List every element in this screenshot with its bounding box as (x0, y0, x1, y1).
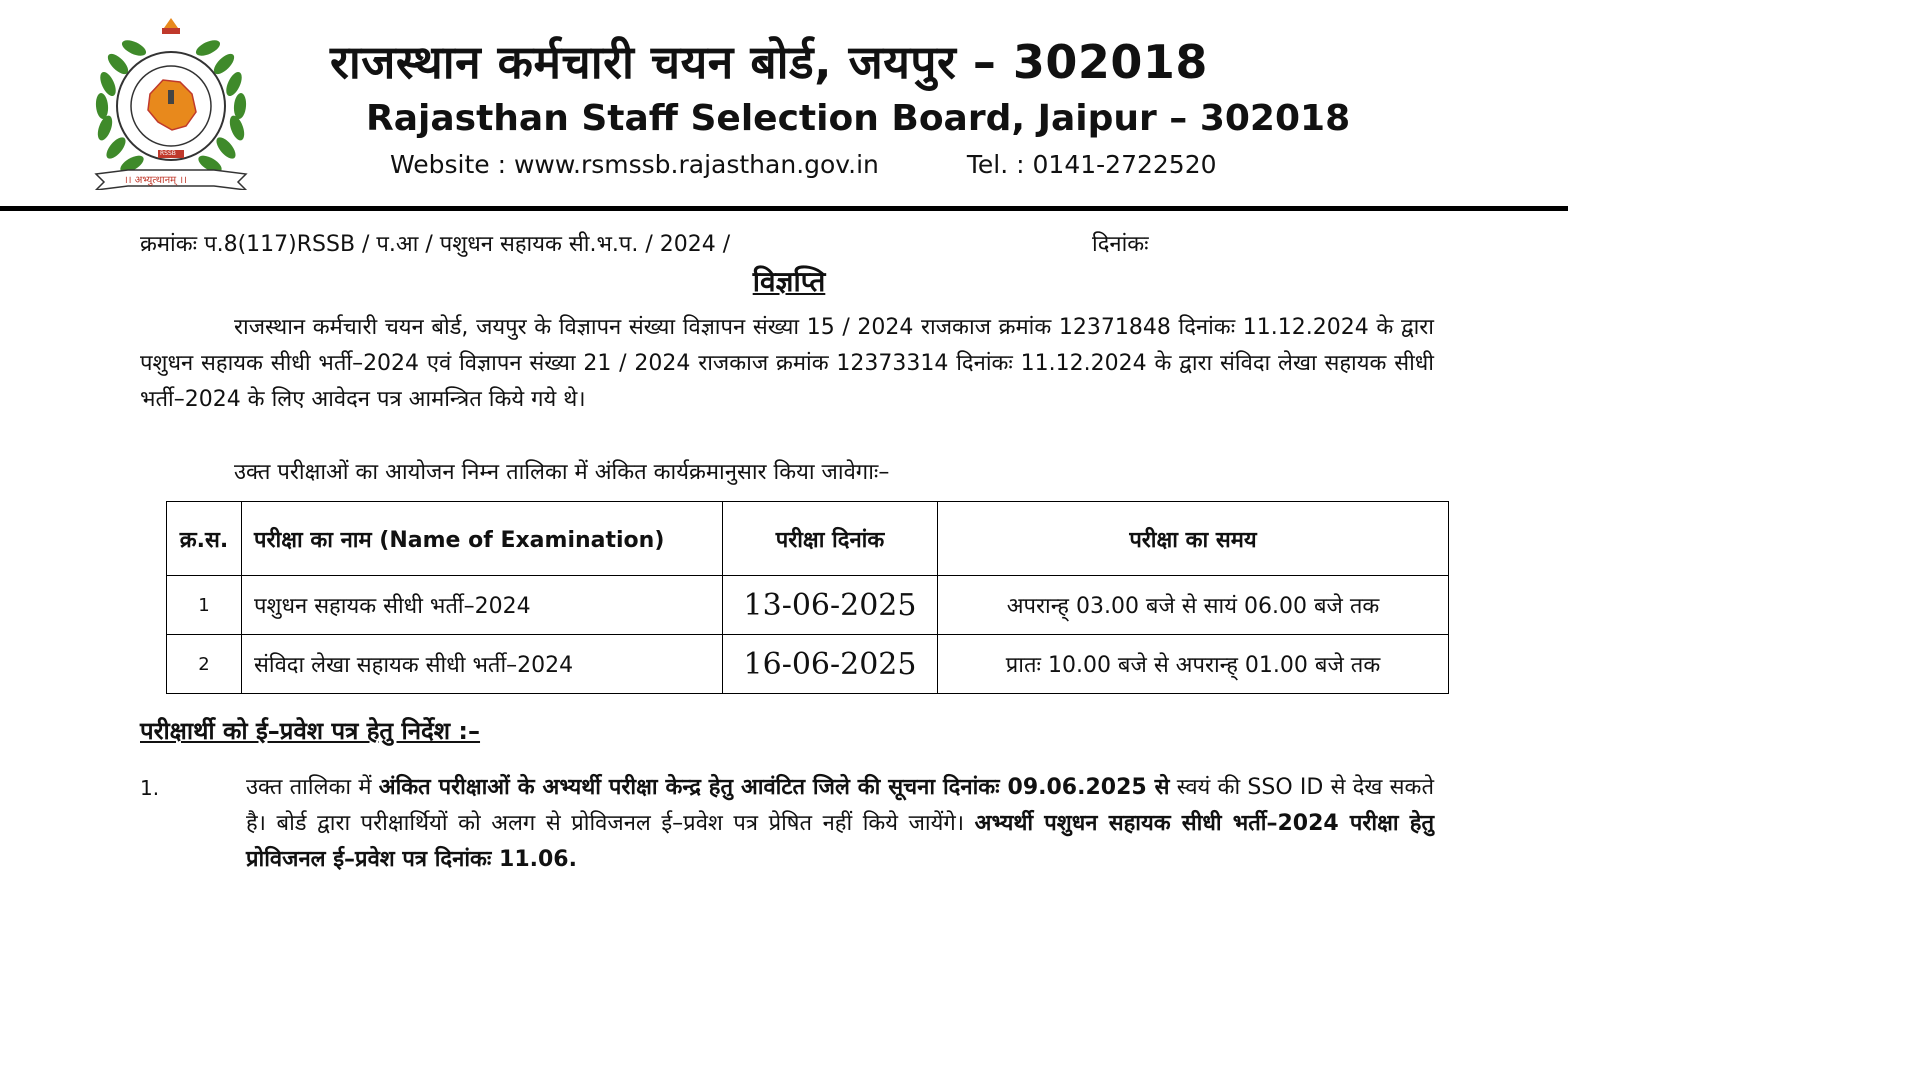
cell-exam-time: अपरान्ह् 03.00 बजे से सायं 06.00 बजे तक (938, 576, 1449, 635)
header-exam-date: परीक्षा दिनांक (723, 502, 938, 576)
instruction-number: 1. (140, 776, 160, 800)
schedule-intro: उक्त परीक्षाओं का आयोजन निम्न तालिका में अंकित कार्यक्रमानुसार किया जावेगाः– (234, 460, 890, 485)
emblem-motto: ।। अभ्युत्थानम् ।। (124, 175, 187, 186)
instruction-bold-text: अंकित परीक्षाओं के अभ्यर्थी परीक्षा केन्द्र हेतु आवंटित जिले की सूचना दिनांकः 09.06.2025 से (378, 775, 1170, 800)
board-title-hindi: राजस्थान कर्मचारी चयन बोर्ड, जयपुर – 302018 (330, 35, 1208, 89)
intro-paragraph: राजस्थान कर्मचारी चयन बोर्ड, जयपुर के विज्ञापन संख्या विज्ञापन संख्या 15 / 2024 राजकाज क्रमांक 12371848 दिनांकः 11.12.2024 के द्वारा पशुधन सहायक सीधी भर्ती–2024 एवं विज्ञापन संख्या 21 / 2024 राजकाज क्रमांक 12373314 दिनांकः 11.12.2024 के द्वारा संविदा लेखा सहायक सीधी भर्ती–2024 के लिए आवेदन पत्र आमन्त्रित किये गये थे। (140, 315, 1434, 412)
letterhead (0, 0, 1568, 206)
telephone-text: Tel. : 0141-2722520 (966, 150, 1217, 179)
cell-serial: 1 (167, 576, 242, 635)
instructions-heading: परीक्षार्थी को ई–प्रवेश पत्र हेतु निर्देश :– (140, 717, 481, 745)
notice-title: विज्ञप्ति (752, 265, 826, 298)
header-exam-time: परीक्षा का समय (938, 502, 1449, 576)
board-title-english: Rajasthan Staff Selection Board, Jaipur – 302018 (366, 98, 1351, 139)
header-divider (0, 206, 1568, 211)
table-row (167, 576, 1449, 635)
table-header-row (167, 502, 1449, 576)
instruction-text: उक्त तालिका में (246, 775, 379, 800)
table-row (167, 635, 1449, 694)
emblem-badge-label: RSSB (160, 150, 176, 157)
rssb-emblem-icon (88, 14, 254, 190)
contact-line (390, 150, 1217, 179)
cell-serial: 2 (167, 635, 242, 694)
header-exam-name: परीक्षा का नाम (Name of Examination) (242, 502, 723, 576)
cell-exam-name: संविदा लेखा सहायक सीधी भर्ती–2024 (242, 635, 723, 694)
instruction-text: स्वयं की SSO ID से देख सकते है। बोर्ड द्वारा परीक्षार्थियों को अलग से प्रोविजनल ई–प्रवेश पत्र प्रेषित नहीं किये जायेंगे। (246, 775, 1434, 836)
cell-exam-name: पशुधन सहायक सीधी भर्ती–2024 (242, 576, 723, 635)
cell-exam-date: 16-06-2025 (723, 635, 938, 694)
reference-number: क्रमांकः प.8(117)RSSB / प.आ / पशुधन सहायक सी.भ.प. / 2024 / (140, 232, 731, 257)
exam-schedule-table (166, 501, 1449, 694)
header-serial: क्र.स. (167, 502, 242, 576)
website-text: Website : www.rsmssb.rajasthan.gov.in (390, 150, 879, 179)
instruction-item (246, 770, 1434, 878)
cell-exam-time: प्रातः 10.00 बजे से अपरान्ह् 01.00 बजे तक (938, 635, 1449, 694)
cell-exam-date: 13-06-2025 (723, 576, 938, 635)
date-label: दिनांकः (1092, 232, 1149, 257)
instruction-bold-text: अभ्यर्थी पशुधन सहायक सीधी भर्ती–2024 परीक्षा हेतु प्रोविजनल ई–प्रवेश पत्र दिनांकः 11.06. (246, 811, 1435, 872)
